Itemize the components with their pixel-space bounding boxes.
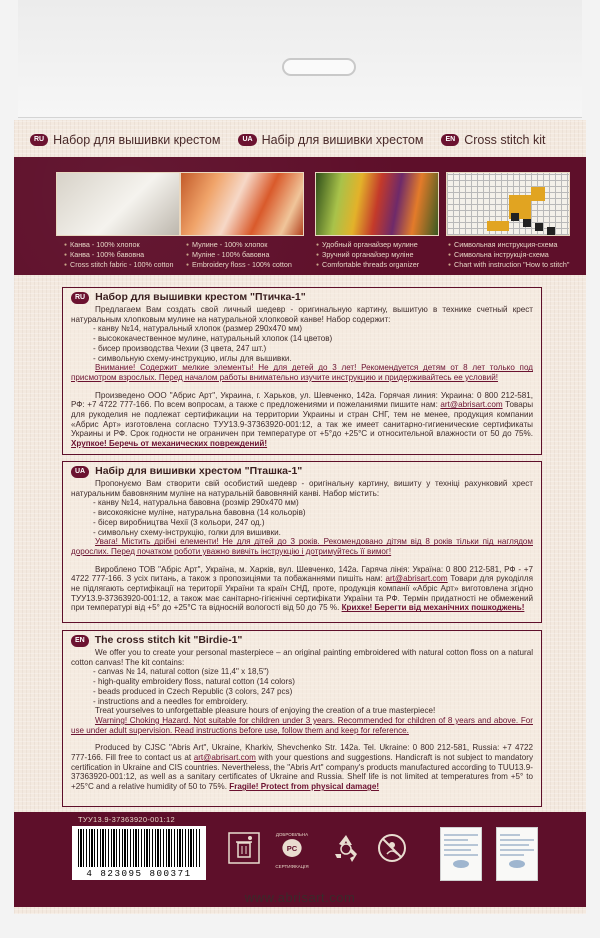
fragile-ua: Крихке! Берегти від механічних пошкоджень! (341, 603, 525, 613)
producer-en: Produced by CJSC "Abris Art", Ukraine, Kharkiv, Shevchenko Str. 142a. Tel. Ukraine: 0 800 212-581, Russia: +7 4722 777-166. Fill free to contact us at art@abrisart.com with your questions and suggestions. Handicraft is not subject to mandatory certification in Ukraine and CIS countries. Nevertheless, the "Abris Art" company's products manufactured according to TUU13.9-37363920-001:12, as well as a sanitary certificates of Ukraine and Russia. Shelf life is not limited at temperatures from +5° to +25°C and a relative humidity of 50 to 75%. Fragile! Protect from physical damage! (71, 743, 534, 792)
floss-photo (180, 172, 304, 236)
en-badge: EN (441, 134, 459, 146)
certificate-ru-image (496, 827, 538, 881)
producer-ru: Произведено ООО "Абрис Арт", Украина, г. Харьков, ул. Шевченко, 142а. Горячая линия: Украина: 0 800 212-581, РФ: +7 4722 777-166. По всем вопросам, а также с предложениями и пожеланиями пишите нам: art@abrisart.com Товары для рукоделия не подлежат сертификации на территории Украины и стран СНГ, тем не менее, продукция компании «Абрис Арт» изготовлена согласно ТУУ13.9-37363920-001:12, а так же имеет санитарно-гигиенические сертификаты Украины и РФ. Срок годности не ограничен при температуре от +5°до +25°С и относительной влажности от 50 до 75%. Хрупкое! Беречь от механических повреждений! (71, 390, 534, 449)
title-en: EN Cross stitch kit (441, 133, 545, 147)
age-warning-icon (376, 832, 408, 868)
ua-badge: UA (238, 134, 256, 146)
language-title-row (30, 128, 570, 152)
contents-ua: - канву №14, натуральна бавовна (розмір 290х470 мм) - високоякісне муліне, натуральна бавовна (14 кольорів) - бісер виробництва Чехії (3 кольори, 247 од.) - символьну схему-інструкцію, голки для вишивки. (93, 498, 306, 537)
certificate-ua-image (440, 827, 482, 881)
sleeve-header (18, 0, 582, 118)
title-ru-product: Набор для вышивки крестом "Птичка-1" (95, 291, 306, 304)
contents-en: - canvas № 14, natural cotton (size 11,4" x 18,5") - high-quality embroidery floss, natural cotton (14 colors) - beads produced in Czech Republic (3 colors, 247 pcs) - instructions and a needles for embroidery. (93, 667, 295, 706)
svg-text:PC: PC (286, 843, 298, 853)
barcode (72, 826, 206, 880)
feature-list-canvas: ● Канва - 100% хлопок ● Канва - 100% бавовна ● Cross stitch fabric - 100% cotton (64, 240, 174, 270)
feature-list-floss: ● Мулине - 100% хлопок ● Муліне - 100% бавовна ● Embroidery floss - 100% cotton (186, 240, 292, 270)
warning-ru: Внимание! Содержит мелкие элементы! Не для детей до 3 лет! Рекомендуется детям от 8 лет только под присмотром взрослых. Перед началом работы внимательно изучите инструкцию и придерживайтесь ее условий! (71, 363, 533, 382)
warning-en: Warning! Choking Hazard. Not suitable for children under 3 years. Recommended for children of 8 years and above. For use under adult supervision. Read instructions before use, follow them and keep for reference. (71, 715, 533, 735)
website-url[interactable]: www.abrisart.com (244, 890, 356, 905)
title-ru: RU Набор для вышивки крестом (30, 133, 220, 147)
barcode-bars (78, 829, 200, 867)
description-en: EN The cross stitch kit "Birdie-1" We offer you to create your personal masterpiece – an original painting embroidered with natural cotton floss on a natural cotton canvas! The kit contains: - canvas № 14, natural cotton (size 11,4" x 18,5") - high-quality embroidery floss, natural cotton (14 colors) - beads produced in Czech Republic (3 colors, 247 pcs) - instructions and a needles for embroidery. Treat yourselves to unforgettable pleasure hours of enjoying the creation of a true masterpiece! Warning! Choking Hazard. Not suitable for children under 3 years. Recommended for children of 8 years and above. For use under adult supervision. Read instructions before use, follow them and keep for reference. Produced by CJSC "Abris Art", Ukraine, Kharkiv, Shevchenko Str. 142a. Tel. Ukraine: 0 800 212-581, Russia: +7 4722 777-166. Fill free to contact us at art@abrisart.com with your questions and suggestions. Handicraft is not subject to mandatory certification in Ukraine and CIS countries. Nevertheless, the "Abris Art" company's products manufactured according to TUU13.9-37363920-001:12, as well as a sanitary certificates of Ukraine and Russia. Shelf life is not limited at temperatures from +5° to +25°C and a relative humidity of 50 to 75%. Fragile! Protect from physical damage! (62, 630, 542, 807)
producer-ua: Вироблено ТОВ "Абріс Арт", Україна, м. Харків, вул. Шевченко, 142а. Гаряча лінія: Україна: 0 800 212-581, РФ - +7 4722 777-166. З усіх питань, а також з пропозиціями та побажаннями пишіть нам: art@abrisart.com Товари для рукоділля не підлягають сертифікації на території України та країн СНД, проте, продукція компанії «Абріс Арт» виготовлена згідно ТУУ13.9-37363920-001:12, а також має санітарно-гігієнічні сертифікати України та РФ. Термін придатності не обмежений при температурі від +5° до +25°С та відносній вологості від 50 до 75 %. Крихке! Берегти від механічних пошкоджень! (71, 564, 533, 613)
title-ua: UA Набір для вишивки хрестом (238, 133, 423, 147)
barcode-digits: 4 823095 800371 (86, 868, 192, 879)
hang-hole (282, 58, 356, 76)
feature-list-organizer: ● Удобный органайзер мулине ● Зручний органайзер муліне ● Comfortable threads organizer (316, 240, 419, 270)
contents-ru: - канву №14, натуральный хлопок (размер 290х470 мм) - высококачественное мулине, натуральный хлопок (14 цветов) - бисер производства Чехии (3 цвета, 247 шт.) - символьную схему-инструкцию, иглы для вышивки. (93, 324, 333, 363)
fragile-ru: Хрупкое! Беречь от механических повреждений! (71, 439, 268, 449)
description-ua: UA Набір для вишивки хрестом "Пташка-1" Пропонуємо Вам створити свій особистий шедевр - оригінальну картину, вишиту у техніці рахунковий хрест натуральним бавовняним муліне на натуральній бавовняній канві. Набор містить: - канву №14, натуральна бавовна (розмір 290х470 мм) - високоякісне муліне, натуральна бавовна (14 кольорів) - бісер виробництва Чехії (3 кольори, 247 од.) - символьну схему-інструкцію, голки для вишивки. Увага! Містить дрібні елементи! Не для дітей до 3 років. Рекомендовано дітям від 8 років тільки під наглядом дорослих. Перед початком роботи уважно вивчіть інструкцію і дотримуйтесь її вимог! Вироблено ТОВ "Абріс Арт", Україна, м. Харків, вул. Шевченко, 142а. Гаряча лінія: Україна: 0 800 212-581, РФ - +7 4722 777-166. З усіх питань, а також з пропозиціями та побажаннями пишіть нам: art@abrisart.com Товари для рукоділля не підлягають сертифікації на території України та країн СНД, проте, продукція компанії «Абріс Арт» виготовлена згідно ТУУ13.9-37363920-001:12, а також має санітарно-гігієнічні сертифікати України та РФ. Термін придатності не обмежений при температурі від +5° до +25°С та відносній вологості від 50 до 75 %. Крихке! Берегти від механічних пошкоджень! (62, 461, 542, 623)
email-link-ua[interactable]: art@abrisart.com (385, 574, 448, 584)
description-ru: RU Набор для вышивки крестом "Птичка-1" Предлагаем Вам создать свой личный шедевр - оригинальную картину, вышитую в технике счетный крест натуральным хлопковым мулине на натуральной хлопковой канве! Набор содержит: - канву №14, натуральный хлопок (размер 290х470 мм) - высококачественное мулине, натуральный хлопок (14 цветов) - бисер производства Чехии (3 цвета, 247 шт.) - символьную схему-инструкцию, иглы для вышивки. Внимание! Содержит мелкие элементы! Не для детей до 3 лет! Рекомендуется детям от 8 лет только под присмотром взрослых. Перед началом работы внимательно изучите инструкцию и придерживайтесь ее условий! Произведено ООО "Абрис Арт", Украина, г. Харьков, ул. Шевченко, 142а. Горячая линия: Украина: 0 800 212-581, РФ: +7 4722 777-166. По всем вопросам, а также с предложениями и пожеланиями пишите нам: art@abrisart.com Товары для рукоделия не подлежат сертификации на территории Украины и стран СНГ, тем не менее, продукция компании «Абрис Арт» изготовлена согласно ТУУ13.9-37363920-001:12, а так же имеет санитарно-гигиенические сертификаты Украины и РФ. Срок годности не ограничен при температуре от +5°до +25°С и относительной влажности от 50 до 75%. Хрупкое! Беречь от механических повреждений! (62, 287, 542, 455)
chart-photo (446, 172, 570, 236)
email-link-en[interactable]: art@abrisart.com (193, 753, 256, 763)
canvas-photo (56, 172, 180, 236)
trash-bin-icon (228, 832, 260, 868)
title-ua-product: Набір для вишивки хрестом "Пташка-1" (95, 465, 303, 478)
organizer-photo (315, 172, 439, 236)
recycle-icon (330, 832, 362, 868)
fragile-en: Fragile! Protect from physical damage! (229, 782, 380, 792)
email-link-ru[interactable]: art@abrisart.com (440, 400, 503, 410)
feature-list-chart: ● Символьная инструкция-схема ● Символьна інструкція-схема ● Chart with instruction "How to stitch" (448, 240, 569, 270)
ru-badge: RU (30, 134, 48, 146)
certification-mark-icon: ДОБРОВІЛЬНА PC СЕРТИФІКАЦІЯ (275, 832, 309, 869)
warning-ua: Увага! Містить дрібні елементи! Не для дітей до 3 років. Рекомендовано дітям від 8 років тільки під наглядом дорослих. Перед початком роботи уважно вивчіть інструкцію і дотримуйтесь її вимог! (71, 537, 533, 556)
standard-code: ТУУ13.9-37363920-001:12 (78, 815, 175, 824)
title-en-product: The cross stitch kit "Birdie-1" (94, 634, 243, 647)
